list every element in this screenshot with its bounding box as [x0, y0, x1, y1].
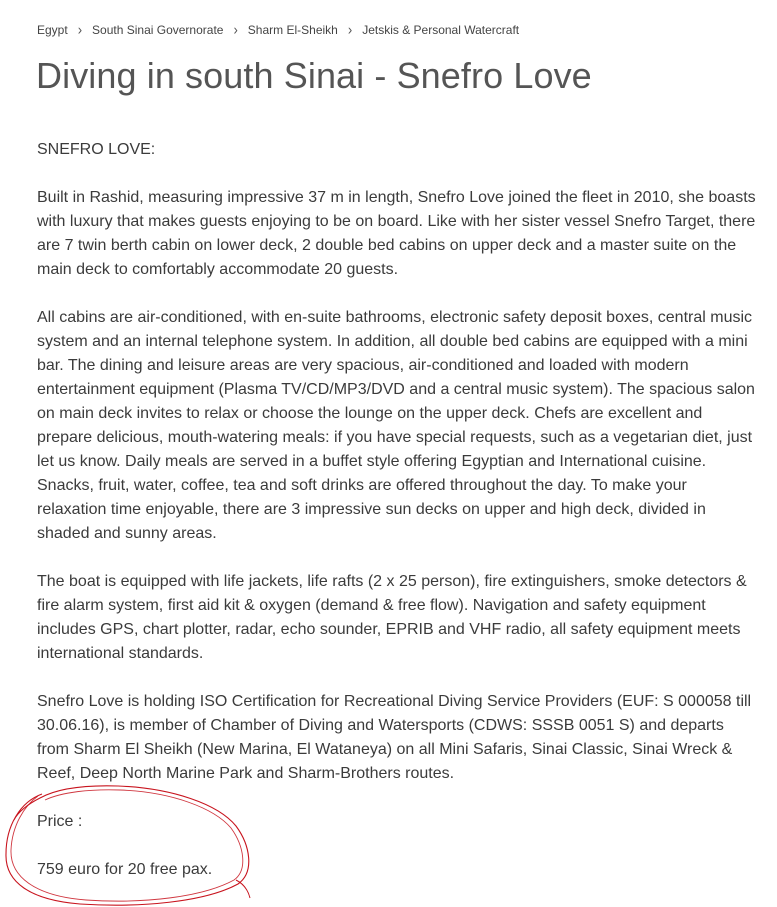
chevron-right-icon: ›	[77, 21, 83, 38]
breadcrumb-egypt[interactable]: Egypt	[37, 22, 68, 37]
breadcrumb-south-sinai[interactable]: South Sinai Governorate	[92, 22, 224, 37]
breadcrumb	[37, 22, 519, 37]
chevron-right-icon: ›	[347, 21, 353, 38]
paragraph-safety: The boat is equipped with life jackets, life rafts (2 x 25 person), fire extinguishers, smoke detectors & fire alarm system, first aid kit & oxygen (demand & free flow). Navigation and safety equipment includes GPS, chart plotter, radar, echo sounder, EPRIB and VHF radio, all safety equipment meets international standards.	[37, 573, 747, 662]
price-value: 759 euro for 20 free pax.	[37, 861, 213, 878]
paragraph-cabins: All cabins are air-conditioned, with en-suite bathrooms, electronic safety deposit boxes, central music system and an internal telephone system. In addition, all double bed cabins are equipped with a mini bar. The dining and leisure areas are very spacious, air-conditioned and loaded with modern entertainment equipment (Plasma TV/CD/MP3/DVD and a central music system). The spacious salon on main deck invites to relax or choose the lounge on the upper deck. Chefs are excellent and prepare delicious, mouth-watering meals: if you have special requests, such as a vegetarian diet, just let us know. Daily meals are served in a buffet style offering Egyptian and International cuisine. Snacks, fruit, water, coffee, tea and soft drinks are offered throughout the day. To make your relaxation time enjoyable, there are 3 impressive sun decks on upper and high deck, divided in shaded and sunny areas.	[37, 309, 755, 542]
breadcrumb-sharm-el-sheikh[interactable]: Sharm El-Sheikh	[247, 22, 338, 37]
chevron-right-icon: ›	[233, 21, 238, 38]
price-label: Price :	[37, 813, 83, 830]
article-body	[37, 138, 757, 906]
paragraph-certification: Snefro Love is holding ISO Certification for Recreational Diving Service Providers (EUF: S 000058 till 30.06.16), is member of Chamber of Diving and Watersports (CDWS: SSSB 0051 S) and departs from Sharm El Sheikh (New Marina, El Wataneya) on all Mini Safaris, Sinai Classic, Sinai Wreck & Reef, Deep North Marine Park and Sharm-Brothers routes.	[37, 693, 752, 782]
paragraph-intro: Built in Rashid, measuring impressive 37 m in length, Snefro Love joined the fleet in 2010, she boasts with luxury that makes guests enjoying to be on board. Like with her sister vessel Snefro Target, there are 7 twin berth cabin on lower deck, 2 double bed cabins on upper deck and a master suite on the main deck to comfortably accommodate 20 guests.	[37, 189, 756, 278]
page-title: Diving in south Sinai - Snefro Love	[36, 55, 592, 96]
breadcrumb-jetskis[interactable]: Jetskis & Personal Watercraft	[362, 22, 520, 37]
boat-heading: SNEFRO LOVE:	[37, 141, 156, 158]
